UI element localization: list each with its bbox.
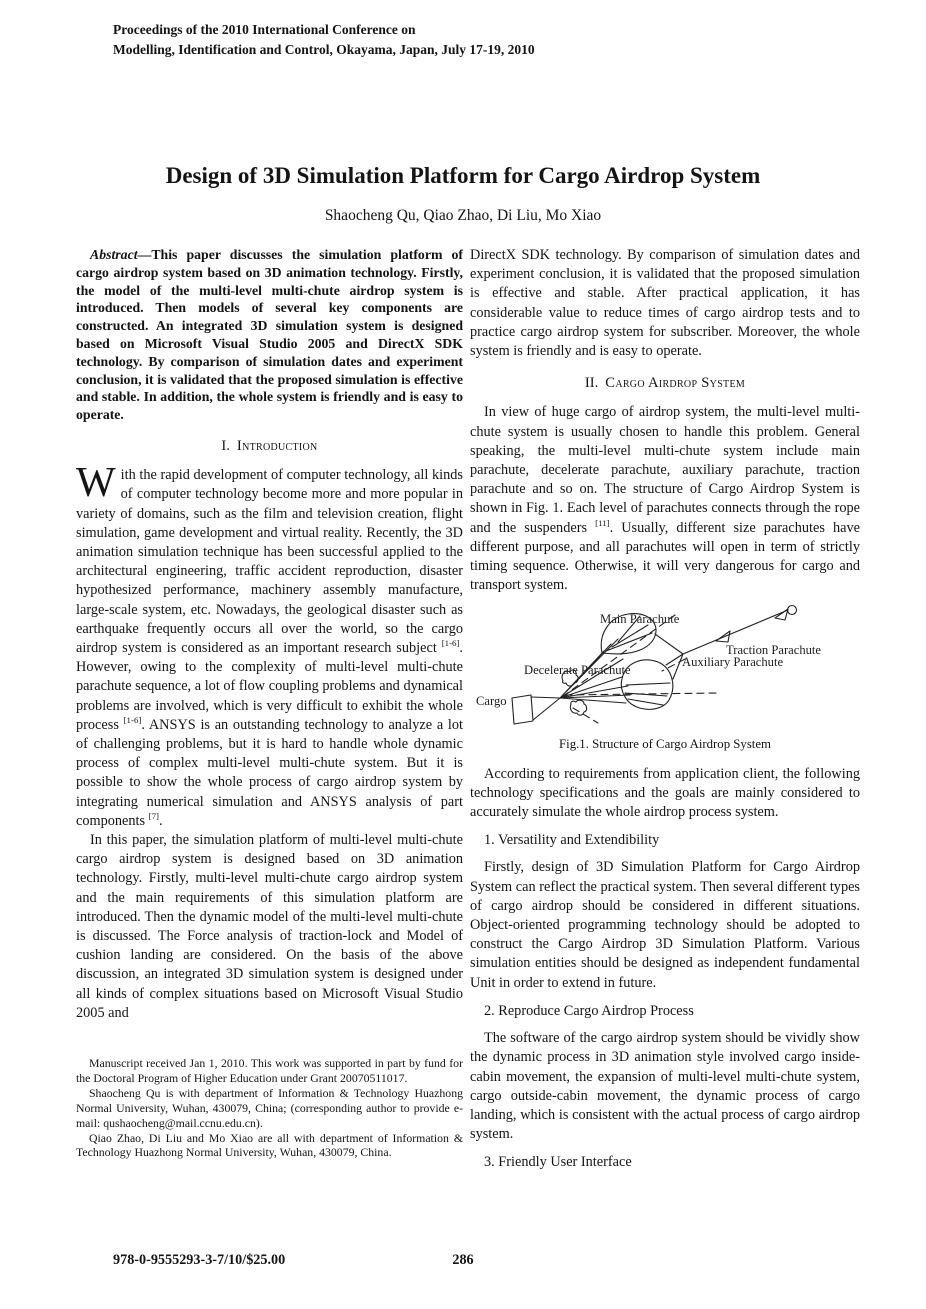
cargo-airdrop-diagram	[470, 601, 860, 733]
footer-page-number: 286	[452, 1252, 474, 1268]
footer-isbn: 978-0-9555293-3-7/10/$25.00	[113, 1252, 286, 1268]
rope-cone	[716, 631, 730, 642]
abstract-text: —This paper discusses the simulation platform of cargo airdrop system based on 3D animation technology. Firstly, the model of the multi-level multi-chute airdrop system is introduced. Then models of several key components are constructed. An integrated 3D simulation system is designed based on Microsoft Visual Studio 2005 and DirectX SDK technology. By comparison of simulation dates and experiment conclusion, it is validated that the proposed simulation is effective and stable. In addition, the whole system is friendly and is easy to operate.	[76, 247, 463, 423]
figure-caption: Fig.1. Structure of Cargo Airdrop System	[559, 737, 771, 752]
section-title: Cargo Airdrop System	[605, 375, 746, 392]
traction-parachute-canopy	[788, 606, 797, 615]
intro-paragraph-2-continued: DirectX SDK technology. By comparison of simulation dates and experiment conclusion, it is validated that the proposed simulation is effective and stable. After practical application, it has considerable value to reduce times of cargo airdrop tests and to practice cargo airdrop system for subscriber. Moreover, the whole system is friendly and is easy to operate.	[470, 247, 860, 360]
label-traction-parachute: Traction Parachute	[726, 643, 822, 658]
section-number: II.	[584, 375, 599, 392]
intro-paragraph-1	[76, 460, 463, 831]
section-heading-introduction	[76, 437, 463, 456]
figure-1	[470, 601, 860, 754]
section-title: Introduction	[236, 437, 318, 454]
label-main-parachute: Main Parachute	[600, 612, 680, 627]
footnote-manuscript: Manuscript received Jan 1, 2010. This work was supported in part by fund for the Doctoral Program of Higher Education under Grant 20070511017.	[76, 1056, 463, 1085]
author-footnote	[76, 1056, 463, 1160]
footnote-author-2: Qiao Zhao, Di Liu and Mo Xiao are all with department of Information & Technology Huazhong Normal University, Wuhan, 430079, China.	[76, 1130, 463, 1160]
subheading-reproduce-process: 2. Reproduce Cargo Airdrop Process	[484, 1002, 694, 1019]
header-line-2: Modelling, Identification and Control, Okayama, Japan, July 17-19, 2010	[113, 41, 535, 57]
harness-lines	[531, 697, 560, 720]
label-cargo: Cargo	[476, 694, 507, 709]
header-line-1: Proceedings of the 2010 International Conference on	[113, 22, 416, 37]
cargo-system-paragraph-2: According to requirements from application client, the following technology specifications and the goals are mainly considered to accurately simulate the whole airdrop process system.	[470, 765, 860, 821]
abstract-paragraph	[76, 246, 463, 424]
drop-cap: W	[76, 460, 116, 507]
subheading-friendly-ui: 3. Friendly User Interface	[484, 1154, 632, 1171]
footnote-author-1: Shaocheng Qu is with department of Information & Technology Huazhong Normal University, Wuhan, 430079, China; (corresponding author to provide e-mail: qushaocheng@mail.ccnu.edu.cn).	[76, 1085, 463, 1130]
cargo-box	[512, 695, 533, 724]
conference-header	[113, 20, 535, 59]
intro-paragraph-2: In this paper, the simulation platform of multi-level multi-chute cargo airdrop system is designed based on 3D animation technology. Firstly, multi-level multi-chute cargo airdrop system and the main requirements of this simulation platform are introduced. Then the dynamic model of the multi-level multi-chute is discussed. The Force analysis of traction-lock and Model of cushion landing are considered. On the basis of the above discussion, an integrated 3D simulation system is designed under all kinds of complex situations based on Microsoft Visual Studio 2005 and	[76, 832, 463, 1021]
cargo-system-paragraph-4: The software of the cargo airdrop system should be vividly show the dynamic process in 3D animation style involved cargo inside-cabin movement, the expansion of multi-level multi-chute system, cargo outside-cabin movement, the dynamic process of cargo landing, which is consistent with the actual process of cargo airdrop system.	[470, 1030, 860, 1143]
dashed-axis-upper	[562, 615, 675, 697]
dashed-tail	[573, 708, 598, 723]
label-auxiliary-parachute: Auxiliary Parachute	[682, 655, 784, 670]
page-title: Design of 3D Simulation Platform for Cargo Airdrop System	[165, 163, 761, 188]
abstract-label: Abstract	[90, 247, 138, 262]
section-number: I.	[221, 437, 230, 454]
right-column	[470, 246, 860, 1181]
section-heading-cargo-airdrop	[470, 374, 860, 393]
cargo-system-paragraph-1: In view of huge cargo of airdrop system, the multi-level multi-chute system is usually chosen to handle this problem. General speaking, the multi-level multi-chute system include main parachute, decelerate parachute, auxiliary parachute, traction parachute and so on. The structure of Cargo Airdrop System is shown in Fig. 1. Each level of parachutes connects through the rope and the suspenders [11]. Usually, different size parachutes have different purpose, and all parachutes will open in term of strictly timing sequence. Otherwise, it will very dangerous for cargo and transport system.	[470, 404, 860, 594]
label-decelerate-parachute: Decelerate Parachute	[524, 663, 631, 678]
intro-paragraph-1-text: ith the rapid development of computer technology, all kinds of computer technology become more and more popular in variety of domains, such as the film and television creation, flight simulation, game development and virtual reality. Recently, the 3D animation simulation technique has been successful applied to the architectural engineering, traffic accident reproduction, disaster hypothesized performance, machinery assembly manufacture, large-scale system, etc. Nowadays, the geological disaster such as earthquake frequently occurs all over the world, so the cargo airdrop system is considered as an important research subject [1-6]. However, owing to the complexity of multi-level multi-chute parachute sequence, a lot of flow coupling problems and dynamical problems are involved, which is very difficult to exhibit the whole process [1-6]. ANSYS is an outstanding technology to analyze a lot of challenging problems, but it is hard to handle whole dynamic process of complex multi-level multi-chute system. But it is possible to show the whole process of cargo airdrop system by integrating numerical simulation and ANSYS analysis of part components [7].	[76, 467, 463, 829]
subheading-versatility: 1. Versatility and Extendibility	[484, 832, 660, 849]
cargo-system-paragraph-3: Firstly, design of 3D Simulation Platform for Cargo Airdrop System can reflect the practical system. Then several different types of cargo airdrop should be considered in different situations. Object-oriented programming technology should be adopted to construct the Cargo Airdrop 3D Simulation Platform. Various simulation entities should be designed as independent fundamental Unit in order to extend in future.	[470, 859, 860, 991]
left-column	[76, 246, 463, 1023]
authors-line: Shaocheng Qu, Qiao Zhao, Di Liu, Mo Xiao	[324, 207, 602, 224]
